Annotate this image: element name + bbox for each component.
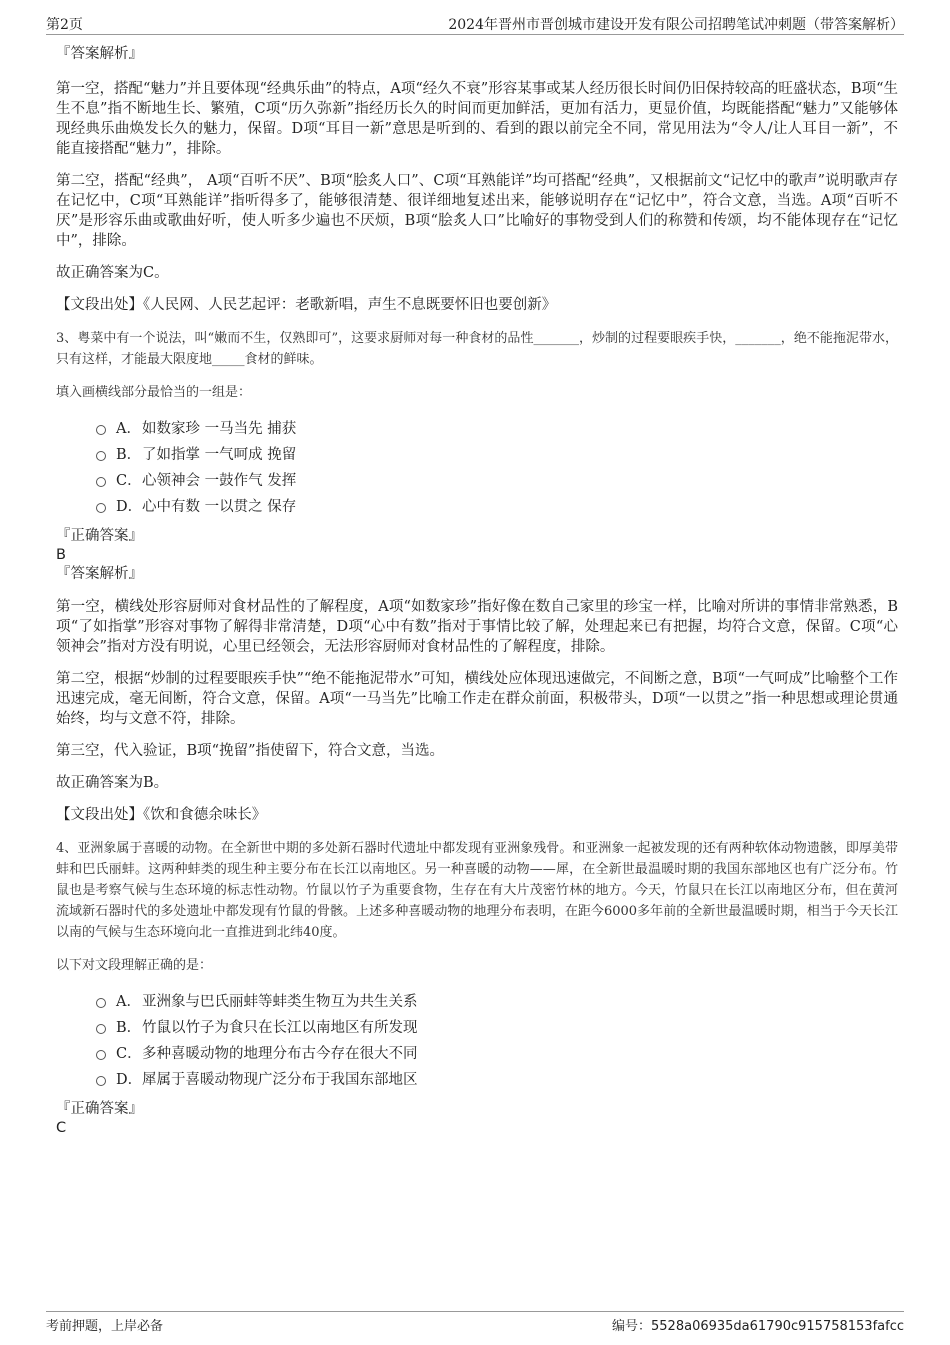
option-text: 亚洲象与巴氏丽蚌等蚌类生物互为共生关系	[142, 994, 418, 1010]
option-letter: B．	[116, 447, 142, 463]
document-code	[612, 1315, 904, 1334]
analysis-paragraph: 第一空，搭配“魅力”并且要体现“经典乐曲”的特点，A项“经久不衰”形容某事或某人经历很长时间仍旧保持较高的旺盛状态，B项“生生不息”指不断地生长、繁殖，C项“历久弥新”指经历长久的时间而更加鲜活，更加有活力，更显价值，均既能搭配“魅力”又能够体现经典乐曲焕发长久的魅力，保留。D项“耳目一新”意思是听到的、看到的跟以前完全不同，常见用法为“令人/让人耳目一新”，不能直接搭配“魅力”，排除。	[56, 81, 898, 157]
radio-button[interactable]	[96, 451, 106, 461]
page-number: 第2页	[46, 17, 83, 33]
option-letter: B．	[116, 1020, 142, 1036]
option-letter: C．	[116, 1046, 142, 1062]
option-b[interactable]	[56, 1015, 898, 1041]
analysis-conclusion: 故正确答案为C。	[56, 265, 169, 281]
option-d[interactable]	[56, 494, 898, 520]
option-d[interactable]	[56, 1067, 898, 1093]
analysis-paragraph: 第二空，搭配“经典”， A项“百听不厌”、B项“脍炙人口”、C项“耳熟能详”均可搭配“经典”，又根据前文“记忆中的歌声”说明歌声存在记忆中，C项“耳熟能详”指听得多了，能够很清楚、很详细地复述出来，能够说明存在“记忆中”，符合文意，当选。A项“百听不厌”是形容乐曲或歌曲好听，使人听多少遍也不厌烦，B项“脍炙人口”比喻好的事物受到人们的称赞和传颂，均不能体现存在“记忆中”，排除。	[56, 173, 898, 249]
code-label: 编号：	[612, 1319, 652, 1334]
document-title: 2024年晋州市晋创城市建设开发有限公司招聘笔试冲刺题（带答案解析）	[448, 17, 904, 33]
question-stem: 3、粤菜中有一个说法，叫“嫩而不生，仅熟即可”，这要求厨师对每一种食材的品性_______，炒制的过程要眼疾手快，_______，绝不能拖泥带水，只有这样，才能最大限度地_____食材的鲜味。	[56, 331, 898, 367]
option-letter: A．	[116, 421, 141, 437]
option-a[interactable]	[56, 416, 898, 442]
analysis-paragraph: 第一空，横线处形容厨师对食材品性的了解程度，A项“如数家珍”指好像在数自己家里的珍宝一样，比喻对所讲的事情非常熟悉，B项“了如指掌”形容对事物了解得非常清楚，D项“心中有数”指对于事情比较了解，处理起来已有把握，均符合文意，保留。C项“心领神会”指对方没有明说，心里已经领会，无法形容厨师对食材品性的了解程度，排除。	[56, 599, 898, 655]
q2-analysis-section	[56, 44, 898, 315]
page-content	[56, 44, 898, 1137]
option-letter: A．	[116, 994, 141, 1010]
analysis-conclusion: 故正确答案为B。	[56, 775, 169, 791]
footer-note: 考前押题，上岸必备	[46, 1319, 164, 1334]
option-list	[56, 989, 898, 1093]
question-prompt: 以下对文段理解正确的是：	[56, 958, 213, 973]
option-b[interactable]	[56, 442, 898, 468]
option-text: 如数家珍 一马当先 捕获	[142, 421, 297, 437]
option-text: 多种喜暖动物的地理分布古今存在很大不同	[142, 1046, 418, 1062]
radio-button[interactable]	[96, 477, 106, 487]
page-header	[46, 12, 904, 35]
source-citation: 【文段出处】《饮和食德余味长》	[56, 807, 267, 823]
correct-answer-label: 『正确答案』	[56, 528, 143, 544]
radio-button[interactable]	[96, 503, 106, 513]
radio-button[interactable]	[96, 1050, 106, 1060]
option-text: 犀属于喜暖动物现广泛分布于我国东部地区	[142, 1072, 418, 1088]
option-text: 竹鼠以竹子为食只在长江以南地区有所发现	[142, 1020, 418, 1036]
question-stem: 4、亚洲象属于喜暖的动物。在全新世中期的多处新石器时代遗址中都发现有亚洲象残骨。和亚洲象一起被发现的还有两种软体动物遗骸，即厚美带蚌和巴氏丽蚌。这两种蚌类的现生种主要分布在长江以南地区。另一种喜暖的动物——犀，在全新世最温暖时期的我国东部地区也有广泛分布。竹鼠也是考察气候与生态环境的标志性动物。竹鼠以竹子为重要食物，生存在有大片茂密竹林的地方。今天，竹鼠只在长江以南地区分布，但在黄河流域新石器时代的多处遗址中都发现有竹鼠的骨骸。上述多种喜暖动物的地理分布表明，在距今6000多年前的全新世最温暖时期，相当于今天长江以南的气候与生态环境向北一直推进到北纬40度。	[56, 841, 898, 940]
option-text: 心中有数 一以贯之 保存	[142, 499, 297, 515]
correct-answer: B	[56, 547, 66, 563]
option-c[interactable]	[56, 1041, 898, 1067]
option-letter: D．	[116, 1072, 143, 1088]
option-c[interactable]	[56, 468, 898, 494]
option-letter: D．	[116, 499, 143, 515]
analysis-paragraph: 第三空，代入验证，B项“挽留”指使留下，符合文意，当选。	[56, 743, 444, 759]
page-footer	[46, 1311, 904, 1336]
question-3	[56, 328, 898, 825]
radio-button[interactable]	[96, 998, 106, 1008]
radio-button[interactable]	[96, 1076, 106, 1086]
option-list	[56, 416, 898, 520]
analysis-label: 『答案解析』	[56, 566, 143, 582]
option-text: 了如指掌 一气呵成 挽留	[142, 447, 297, 463]
radio-button[interactable]	[96, 1024, 106, 1034]
analysis-label: 『答案解析』	[56, 46, 143, 62]
radio-button[interactable]	[96, 425, 106, 435]
source-citation: 【文段出处】《人民网、人民艺起评：老歌新唱，声生不息既要怀旧也要创新》	[56, 297, 557, 313]
code-value: 5528a06935da61790c915758153fafcc	[651, 1319, 904, 1334]
question-prompt: 填入画横线部分最恰当的一组是：	[56, 385, 252, 400]
option-letter: C．	[116, 473, 142, 489]
option-text: 心领神会 一鼓作气 发挥	[142, 473, 297, 489]
correct-answer-label: 『正确答案』	[56, 1101, 143, 1117]
option-a[interactable]	[56, 989, 898, 1015]
question-4	[56, 838, 898, 1137]
correct-answer: C	[56, 1120, 67, 1136]
analysis-paragraph: 第二空，根据“炒制的过程要眼疾手快”“绝不能拖泥带水”可知，横线处应体现迅速做完，不间断之意，B项“一气呵成”比喻整个工作迅速完成，毫无间断，符合文意，保留。A项“一马当先”比喻工作走在群众前面，积极带头，D项“一以贯之”指一种思想或理论贯通始终，均与文意不符，排除。	[56, 671, 898, 727]
